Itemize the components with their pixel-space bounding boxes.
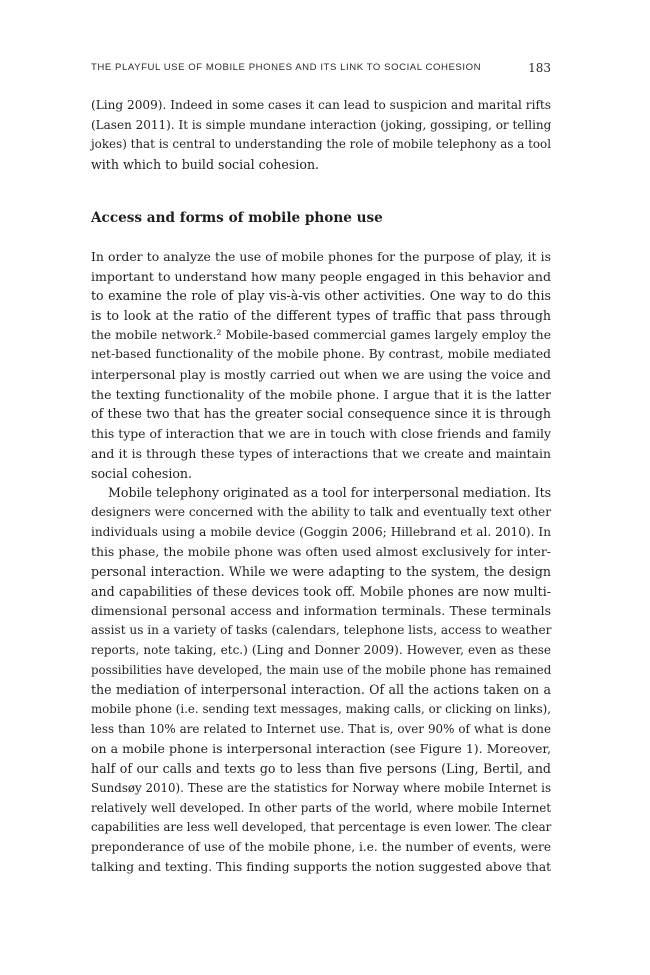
text-line: In order to analyze the use of mobile phones for the purpose of play, it is xyxy=(91,248,551,264)
text-line: (Ling 2009). Indeed in some cases it can lead to suspicion and marital rifts xyxy=(91,98,551,112)
text-line: net-based functionality of the mobile phone. By contrast, mobile mediated xyxy=(91,347,551,362)
text-line: this phase, the mobile phone was often used almost exclusively for inter- xyxy=(91,544,551,560)
text-line: reports, note taking, etc.) (Ling and Donner 2009). However, even as these xyxy=(91,642,551,657)
text-line: is to look at the ratio of the different types of traffic that pass through xyxy=(91,307,551,323)
running-head xyxy=(91,62,551,73)
text-line: on a mobile phone is interpersonal interaction (see Figure 1). Moreover, xyxy=(91,741,551,757)
page-number: 183 xyxy=(528,61,551,75)
running-title: THE PLAYFUL USE OF MOBILE PHONES AND ITS LINK TO SOCIAL COHESION xyxy=(91,62,482,73)
text-line: important to understand how many people engaged in this behavior and xyxy=(91,268,551,284)
text-line: half of our calls and texts go to less than five persons (Ling, Bertil, and xyxy=(91,761,551,777)
text-line: and capabilities of these devices took off. Mobile phones are now multi- xyxy=(91,583,551,599)
section-heading: Access and forms of mobile phone use xyxy=(91,209,383,226)
text-line: Mobile telephony originated as a tool for interpersonal mediation. Its xyxy=(108,485,552,501)
body-text xyxy=(91,96,551,877)
text-line: and it is through these types of interactions that we create and maintain xyxy=(91,445,551,461)
text-line: capabilities are less well developed, that percentage is even lower. The clear xyxy=(91,820,552,835)
paragraph-2 xyxy=(91,247,551,483)
paragraph-3 xyxy=(91,483,551,877)
text-line: the mediation of interpersonal interaction. Of all the actions taken on a xyxy=(91,682,551,698)
text-line: possibilities have developed, the main use of the mobile phone has remained xyxy=(91,662,552,677)
text-line: individuals using a mobile device (Goggin 2006; Hillebrand et al. 2010). In xyxy=(91,524,551,539)
text-line: Sundsøy 2010). These are the statistics for Norway where mobile Internet is xyxy=(91,780,551,795)
text-line: social cohesion. xyxy=(91,465,193,481)
text-line: talking and texting. This finding supports the notion suggested above that xyxy=(91,859,551,874)
text-line: assist us in a variety of tasks (calendars, telephone lists, access to weather xyxy=(91,623,552,638)
text-line: jokes) that is central to understanding the role of mobile telephony as a tool xyxy=(91,137,551,152)
text-line: mobile phone (i.e. sending text messages, making calls, or clicking on links), xyxy=(91,701,551,716)
text-line: this type of interaction that we are in touch with close friends and family xyxy=(91,426,551,442)
text-line: personal interaction. While we were adapting to the system, the design xyxy=(91,564,551,580)
text-line: the texting functionality of the mobile phone. I argue that it is the latter xyxy=(91,386,551,402)
text-line: dimensional personal access and information terminals. These terminals xyxy=(91,603,551,619)
text-line: of these two that has the greater social consequence since it is through xyxy=(91,406,551,422)
text-line: the mobile network.² Mobile-based commercial games largely employ the xyxy=(91,327,551,342)
paragraph-1 xyxy=(91,96,551,175)
text-line: with which to build social cohesion. xyxy=(91,157,320,173)
text-line: designers were concerned with the ability to talk and eventually text other xyxy=(91,504,551,519)
text-line: to examine the role of play vis-à-vis other activities. One way to do this xyxy=(91,288,551,304)
text-line: relatively well developed. In other parts of the world, where mobile Internet xyxy=(91,800,551,815)
text-line: interpersonal play is mostly carried out when we are using the voice and xyxy=(91,367,551,383)
text-line: preponderance of use of the mobile phone, i.e. the number of events, were xyxy=(91,839,551,854)
text-line: (Lasen 2011). It is simple mundane interaction (joking, gossiping, or telling xyxy=(91,117,552,132)
text-line: less than 10% are related to Internet use. That is, over 90% of what is done xyxy=(91,721,551,736)
